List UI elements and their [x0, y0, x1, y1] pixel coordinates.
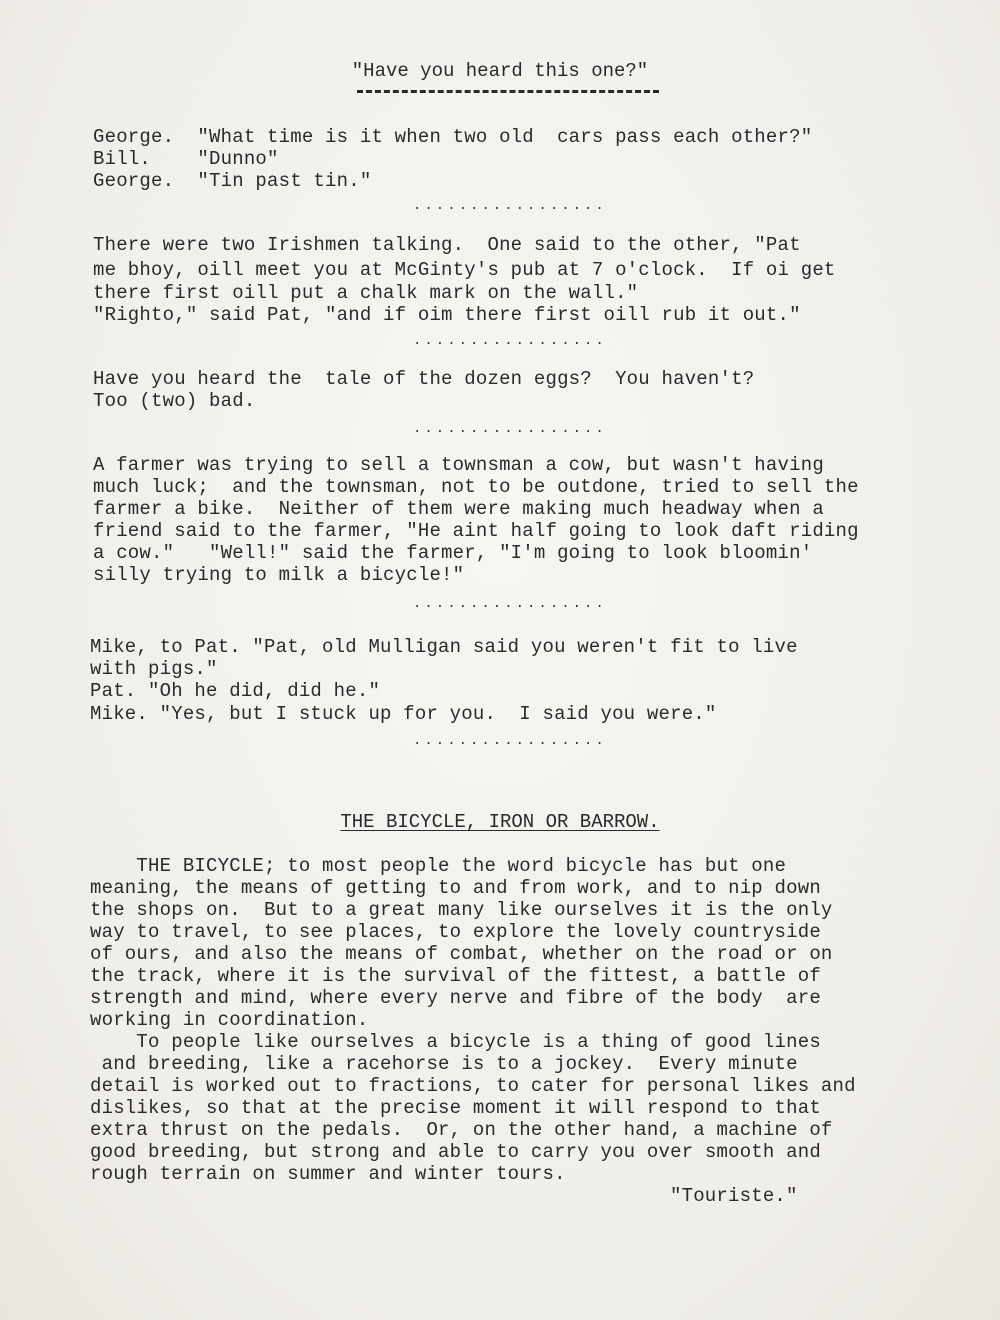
title-underline	[357, 90, 659, 93]
article-signature: "Touriste."	[670, 1185, 798, 1207]
joke-2-line-2: me bhoy, oill meet you at McGinty's pub at 7 o'clock. If oi get	[93, 259, 836, 281]
separator-5: .................	[413, 733, 607, 749]
separator-3: .................	[413, 421, 607, 437]
article-p2-line-1: To people like ourselves a bicycle is a thing of good lines	[90, 1031, 821, 1053]
joke-4-line-2: much luck; and the townsman, not to be outdone, tried to sell the	[93, 476, 859, 498]
article-p2-line-4: dislikes, so that at the precise moment it will respond to that	[90, 1097, 821, 1119]
article-p2-line-5: extra thrust on the pedals. Or, on the other hand, a machine of	[90, 1119, 833, 1141]
joke-3-line-2: Too (two) bad.	[93, 390, 256, 412]
article-p2-line-6: good breeding, but strong and able to carry you over smooth and	[90, 1141, 821, 1163]
joke-2-line-1: There were two Irishmen talking. One said to the other, "Pat	[93, 234, 801, 256]
article-p1-line-4: way to travel, to see places, to explore the lovely countryside	[90, 921, 821, 943]
joke-1-line-1: George. "What time is it when two old cars pass each other?"	[93, 126, 813, 148]
joke-5-line-3: Pat. "Oh he did, did he."	[90, 680, 381, 702]
joke-4-line-6: silly trying to milk a bicycle!"	[93, 564, 465, 586]
article-p1-line-8: working in coordination.	[90, 1009, 369, 1031]
joke-4-line-4: friend said to the farmer, "He aint half going to look daft riding	[93, 520, 859, 542]
joke-3-line-1: Have you heard the tale of the dozen eggs? You haven't?	[93, 368, 755, 390]
article-p1-line-7: strength and mind, where every nerve and fibre of the body are	[90, 987, 821, 1009]
separator-2: .................	[413, 333, 607, 349]
joke-2-line-4: "Righto," said Pat, "and if oim there first oill rub it out."	[93, 304, 801, 326]
article-p1-line-5: of ours, and also the means of combat, whether on the road or on	[90, 943, 833, 965]
joke-4-line-5: a cow." "Well!" said the farmer, "I'm going to look bloomin'	[93, 542, 813, 564]
joke-5-line-4: Mike. "Yes, but I stuck up for you. I said you were."	[90, 703, 717, 725]
separator-1: .................	[413, 198, 607, 214]
joke-5-line-1: Mike, to Pat. "Pat, old Mulligan said you weren't fit to live	[90, 636, 798, 658]
article-p1-line-6: the track, where it is the survival of the fittest, a battle of	[90, 965, 821, 987]
article-p2-line-7: rough terrain on summer and winter tours.	[90, 1163, 566, 1185]
joke-4-line-1: A farmer was trying to sell a townsman a cow, but wasn't having	[93, 454, 824, 476]
separator-4: .................	[413, 596, 607, 612]
article-p2-line-3: detail is worked out to fractions, to cater for personal likes and	[90, 1075, 856, 1097]
joke-1-line-2: Bill. "Dunno"	[93, 148, 279, 170]
article-heading: THE BICYCLE, IRON OR BARROW.	[340, 811, 660, 833]
joke-4-line-3: farmer a bike. Neither of them were making much headway when a	[93, 498, 824, 520]
joke-1-line-3: George. "Tin past tin."	[93, 170, 372, 192]
article-p1-line-2: meaning, the means of getting to and from work, and to nip down	[90, 877, 821, 899]
joke-2-line-3: there first oill put a chalk mark on the wall."	[93, 282, 639, 304]
article-p1-line-3: the shops on. But to a great many like ourselves it is the only	[90, 899, 833, 921]
page-title: "Have you heard this one?"	[351, 60, 649, 82]
article-p1-line-1: THE BICYCLE; to most people the word bicycle has but one	[90, 855, 787, 877]
article-p2-line-2: and breeding, like a racehorse is to a jockey. Every minute	[90, 1053, 798, 1075]
joke-5-line-2: with pigs."	[90, 658, 218, 680]
